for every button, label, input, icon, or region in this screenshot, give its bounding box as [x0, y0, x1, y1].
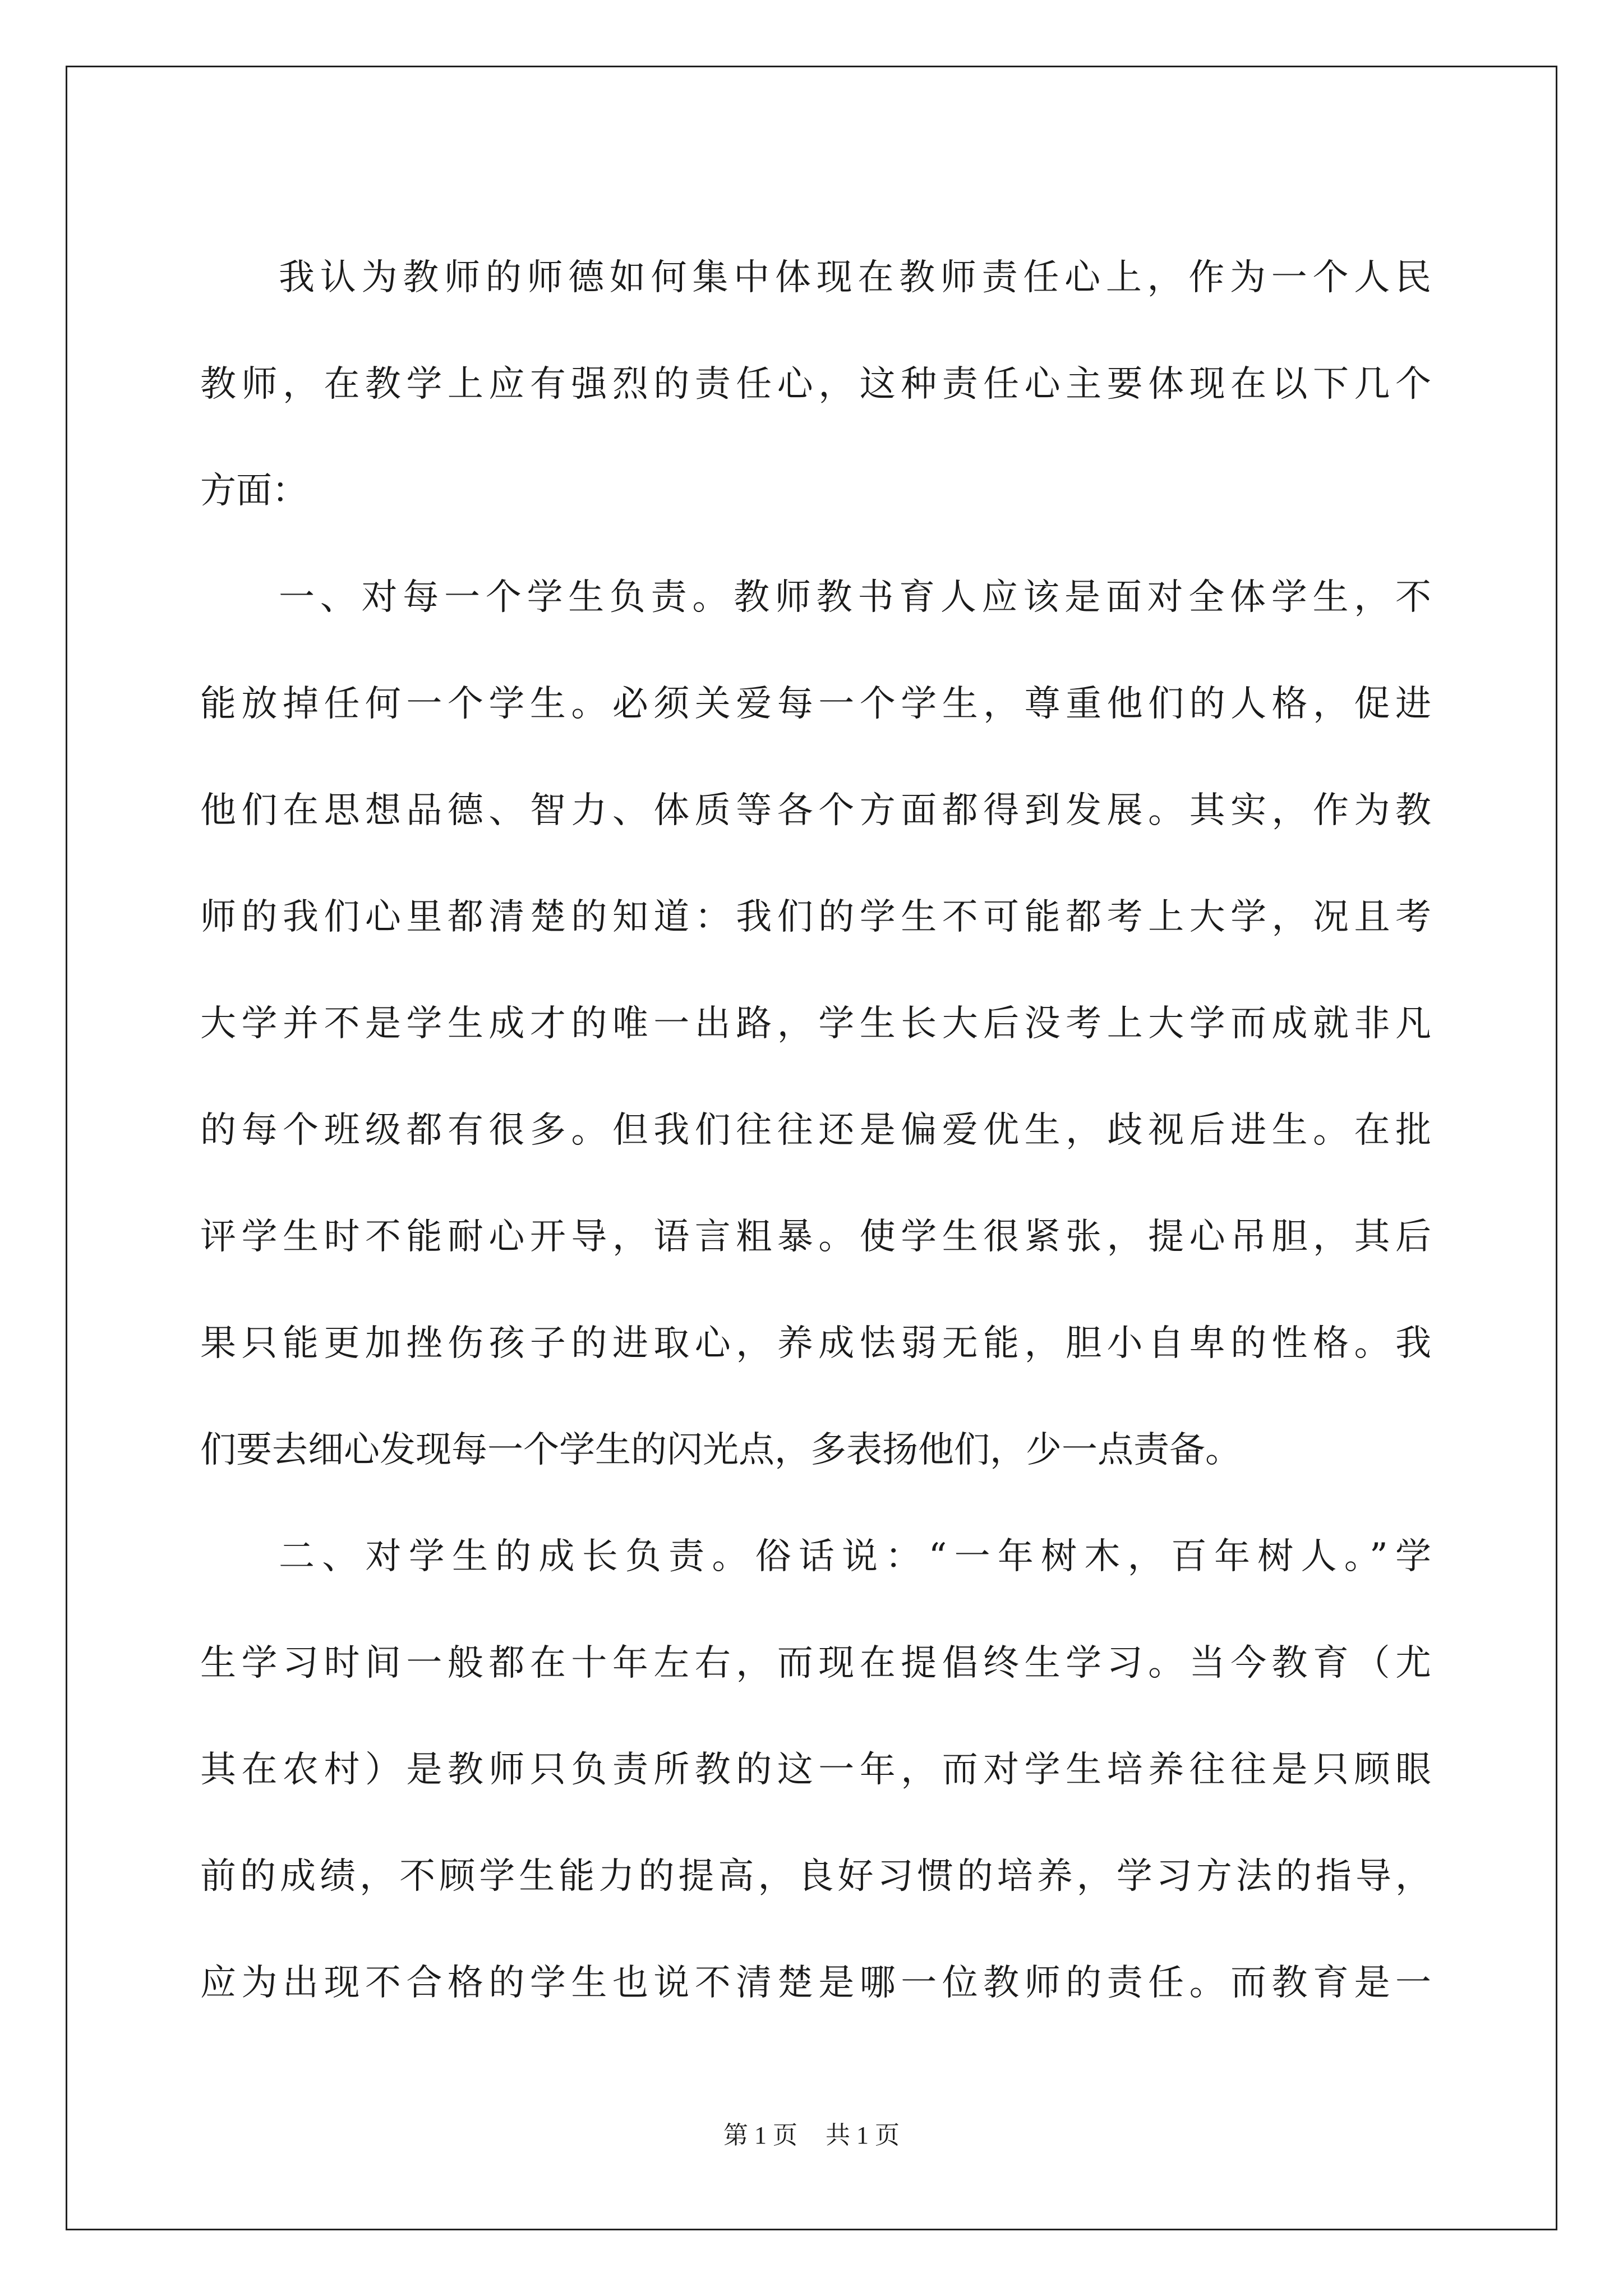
paragraph-1-line-2: 教师，在教学上应有强烈的责任心，这种责任心主要体现在以下几个 — [200, 364, 1431, 405]
paragraph-2-line-8: 果只能更加挫伤孩子的进取心，养成怯弱无能，胆小自卑的性格。我 — [200, 1323, 1431, 1364]
paragraph-2-line-1: 一、对每一个学生负责。教师教书育人应该是面对全体学生，不 — [279, 577, 1431, 618]
page-number: 第 1 页 — [723, 2122, 797, 2149]
document-body — [200, 224, 1431, 2036]
paragraph-3-line-3: 其在农村）是教师只负责所教的这一年，而对学生培养往往是只顾眼 — [200, 1749, 1431, 1791]
paragraph-3-line-5: 应为出现不合格的学生也说不清楚是哪一位教师的责任。而教育是一 — [200, 1962, 1431, 2004]
paragraph-3-line-1: 二、对学生的成长负责。俗话说：“一年树木，百年树人。”学 — [279, 1536, 1431, 1577]
paragraph-2-line-7: 评学生时不能耐心开导，语言粗暴。使学生很紧张，提心吊胆，其后 — [200, 1216, 1431, 1258]
paragraph-2-line-6: 的每个班级都有很多。但我们往往还是偏爱优生，歧视后进生。在批 — [200, 1110, 1431, 1151]
paragraph-1-line-3: 方面： — [200, 470, 308, 512]
page-total: 共 1 页 — [826, 2122, 900, 2149]
paragraph-2-line-5: 大学并不是学生成才的唯一出路，学生长大后没考上大学而成就非凡 — [200, 1003, 1431, 1045]
page-footer — [0, 2115, 1623, 2151]
paragraph-2-line-2: 能放掉任何一个学生。必须关爱每一个学生，尊重他们的人格，促进 — [200, 683, 1431, 725]
paragraph-3-line-2: 生学习时间一般都在十年左右，而现在提倡终生学习。当今教育（尤 — [200, 1642, 1431, 1684]
paragraph-2-line-9: 们要去细心发现每一个学生的闪光点，多表扬他们，少一点责备。 — [200, 1429, 1241, 1471]
paragraph-2-line-3: 他们在思想品德、智力、体质等各个方面都得到发展。其实，作为教 — [200, 790, 1431, 831]
paragraph-3-line-4: 前的成绩，不顾学生能力的提高，良好习惯的培养，学习方法的指导， — [200, 1856, 1431, 1897]
paragraph-1-line-1: 我认为教师的师德如何集中体现在教师责任心上，作为一个人民 — [279, 257, 1431, 298]
paragraph-2-line-4: 师的我们心里都清楚的知道：我们的学生不可能都考上大学，况且考 — [200, 896, 1431, 938]
